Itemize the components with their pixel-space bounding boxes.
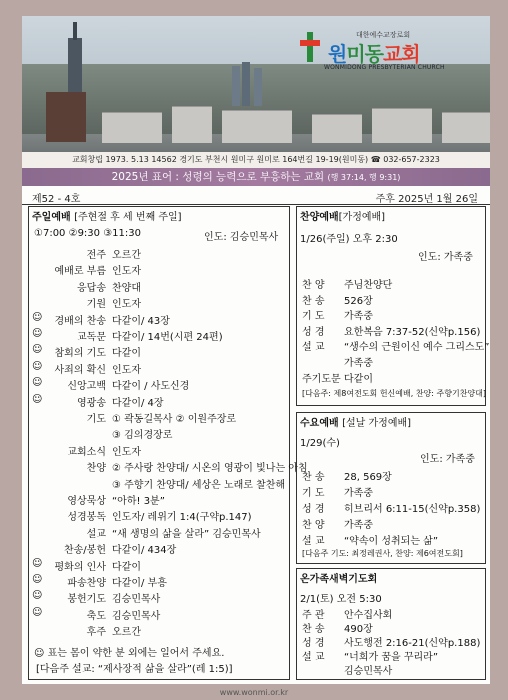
praise-title: 찬양예배[가정예배] <box>300 212 386 223</box>
stand-icon: ☺ <box>32 344 43 356</box>
stand-icon: ☺ <box>32 377 43 389</box>
church-info: 교회창립 1973. 5.13 14562 경기도 부천시 원미구 원미로 164번길 19-19(원미동) ☎ 032-657-2323 <box>22 152 490 168</box>
stand-icon: ☺ <box>32 557 43 569</box>
order-value: 다같이/ 부흥 <box>112 578 167 589</box>
order-value: 김승민목사 <box>112 610 161 622</box>
order-label: 교독문 <box>77 332 106 343</box>
wednesday-title: 수요예배 [설날 가정예배] <box>300 418 412 429</box>
order-label: 찬 송 <box>302 472 325 483</box>
stand-icon: ☺ <box>32 574 43 585</box>
order-value: 김승민목사 <box>344 666 393 677</box>
motto-banner: 2025년 표어 : 성령의 능력으로 부흥하는 교회 (행 37:14, 행 9:31) <box>22 168 490 186</box>
order-value: ③ 주향기 찬양대/ 세상은 노래로 찰찬해 <box>112 479 286 491</box>
order-label: 후주 <box>86 627 106 639</box>
order-label: 봉헌기도 <box>67 594 106 606</box>
sunday-title: 주일예배 [주현절 후 세 번째 주일] <box>32 212 182 223</box>
order-value: 히브리서 6:11-15(신약p.358) <box>344 504 481 515</box>
order-label: 사죄의 확신 <box>54 364 106 376</box>
order-value: 다같이 <box>112 561 141 573</box>
stand-icon: ☺ <box>32 606 43 618</box>
order-value: 인도자 <box>112 266 141 278</box>
order-value: 가족중 <box>344 311 373 323</box>
order-value: 요한복음 7:37-52(신약p.156) <box>344 326 481 338</box>
order-label: 성 경 <box>302 504 325 515</box>
church-logo <box>298 28 484 84</box>
order-value: 사도행전 2:16-21(신약p.188) <box>344 638 481 649</box>
praise-time: 1/26(주일) 오후 2:30 <box>300 234 398 245</box>
logo-denomination: 대한예수교장로회 <box>356 31 411 39</box>
order-value: 다같이 / 사도신경 <box>112 381 190 393</box>
order-value: 가족중 <box>344 520 373 531</box>
order-value: 오르간 <box>112 250 141 261</box>
order-label: 전주 <box>86 250 106 261</box>
order-value: 다같이 <box>344 373 373 385</box>
stand-icon: ☺ <box>32 328 43 339</box>
sunday-next: [다음주 설교: “제사장적 삶을 살라”(레 1:5)] <box>36 664 233 675</box>
cross-icon <box>298 32 322 62</box>
order-value: 526장 <box>344 295 373 307</box>
order-label: 설 교 <box>302 652 325 663</box>
praise-leader: 인도: 가족중 <box>418 252 473 263</box>
sunday-times: ①7:00 ②9:30 ③11:30 <box>34 228 141 239</box>
order-label: 응답송 <box>77 282 106 294</box>
sunday-note: ☺ 표는 몸이 약한 분 외에는 일어서 주세요. <box>34 648 225 659</box>
wednesday-leader: 인도: 가족중 <box>420 454 475 465</box>
order-value: “새 생명의 삶을 살라” 김승민목사 <box>112 528 261 540</box>
order-label: 교회소식 <box>67 446 106 458</box>
wednesday-time: 1/29(수) <box>300 438 340 449</box>
order-label: 경배의 찬송 <box>54 315 106 327</box>
order-value: ② 주사랑 찬양대/ 시온의 영광이 빛나는 아침 <box>112 463 308 475</box>
church-photo <box>22 16 490 152</box>
stand-icon: ☺ <box>32 311 43 323</box>
order-label: 파송찬양 <box>67 578 106 589</box>
order-label: 설교 <box>86 528 106 540</box>
order-value: 가족중 <box>344 358 373 369</box>
order-label: 설 교 <box>302 342 325 354</box>
sunday-leader: 인도: 김승민목사 <box>204 232 279 243</box>
order-value: 다같이/ 4장 <box>112 397 164 409</box>
order-value: “생수의 근원이신 예수 그리스도” <box>344 342 490 354</box>
order-value: 안수집사회 <box>344 610 393 621</box>
order-label: 찬송/봉헌 <box>63 545 106 557</box>
order-label: 찬 송 <box>302 624 325 635</box>
order-value: 다같이/ 434장 <box>112 545 177 557</box>
order-label: 축도 <box>86 610 106 622</box>
footer-url: www.wonmi.or.kr <box>219 688 289 697</box>
order-label: 찬 양 <box>302 520 325 531</box>
order-label: 성 경 <box>302 326 325 338</box>
issue-date: 주후 2025년 1월 26일 <box>375 194 478 205</box>
stand-icon: ☺ <box>32 590 43 602</box>
order-label: 기도 <box>86 414 106 425</box>
order-value: 주님찬양단 <box>344 280 393 291</box>
order-value: 인도자/ 레위기 1:4(구약p.147) <box>112 512 252 524</box>
dawn-time: 2/1(토) 오전 5:30 <box>300 594 382 605</box>
order-label: 참회의 기도 <box>54 348 106 360</box>
order-value: “아하! 3분” <box>112 496 165 507</box>
order-value: 28, 569장 <box>344 472 392 483</box>
order-label: 찬 송 <box>302 295 325 307</box>
order-value: 다같이 <box>112 348 141 360</box>
order-value: 인도자 <box>112 299 141 311</box>
order-label: 찬 양 <box>302 280 325 291</box>
order-label: 영상묵상 <box>67 496 106 507</box>
order-value: 다같이/ 14번(시편 24편) <box>112 332 223 343</box>
stand-icon: ☺ <box>32 393 43 405</box>
order-label: 평화의 인사 <box>54 561 106 573</box>
order-label: 성경봉독 <box>67 512 106 524</box>
logo-name: 원미동교회 <box>328 42 420 66</box>
order-label: 설 교 <box>302 536 325 547</box>
wednesday-next: [다음주 기도: 최정레권사, 찬양: 제6여전도회] <box>302 549 463 558</box>
praise-next: [다음주: 제8여전도회 헌신예배, 찬양: 주향기찬양대] <box>302 389 486 398</box>
order-label: 찬양 <box>86 463 106 475</box>
issue-row <box>22 188 490 205</box>
order-label: 성 경 <box>302 638 325 649</box>
stand-icon: ☺ <box>32 360 43 372</box>
logo-english: WONMIDONG PRESBYTERIAN CHURCH <box>324 64 445 71</box>
order-value: “너희가 꿈을 꾸리라” <box>344 652 438 663</box>
dawn-title: 온가족새벽기도회 <box>300 574 378 585</box>
order-label: 주기도문 <box>302 373 341 385</box>
order-label: 기 도 <box>302 488 325 499</box>
bulletin-sheet <box>22 16 490 684</box>
order-label: 기원 <box>86 299 106 311</box>
order-label: 기 도 <box>302 311 325 323</box>
order-value: 다같이/ 43장 <box>112 315 170 327</box>
order-value: 가족중 <box>344 488 373 499</box>
order-label: 예배로 부름 <box>54 266 106 278</box>
order-value: 인도자 <box>112 446 141 458</box>
issue-number: 제52 - 4호 <box>32 194 81 205</box>
order-value: ① 곽동길목사 ② 이원주장로 <box>112 414 237 425</box>
order-label: 신앙고백 <box>67 381 106 393</box>
order-value: 김승민목사 <box>112 594 161 606</box>
order-value: 오르간 <box>112 627 141 639</box>
order-label: 주 관 <box>302 610 325 621</box>
order-label: 영광송 <box>77 397 106 409</box>
order-value: 인도자 <box>112 364 141 376</box>
order-value: ③ 김의경장로 <box>112 430 173 442</box>
order-value: 찬양대 <box>112 282 141 294</box>
order-value: “약속이 성취되는 삶” <box>344 536 438 547</box>
order-value: 490장 <box>344 624 373 635</box>
